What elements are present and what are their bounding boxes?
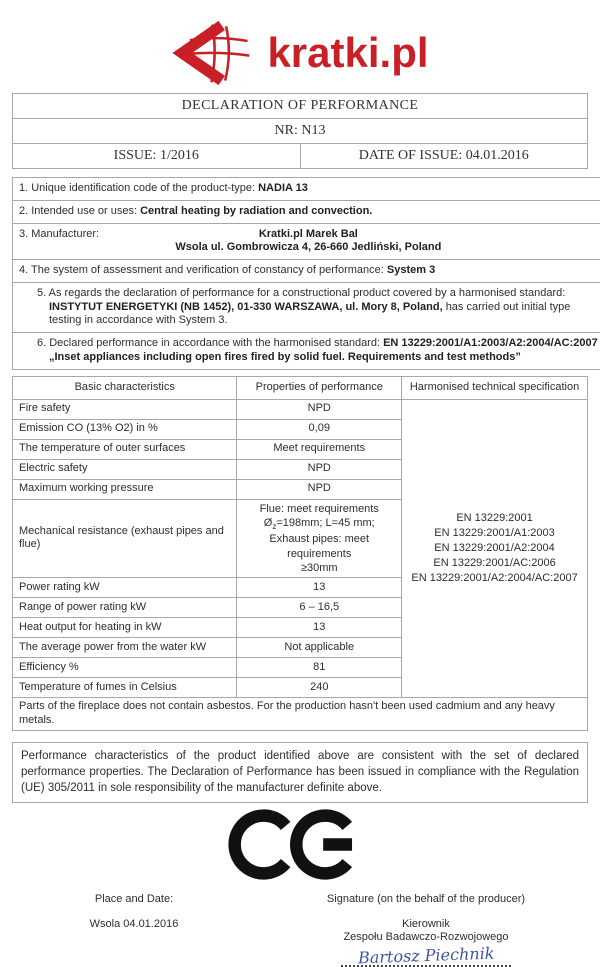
manufacturer-address: Wsola ul. Gombrowicza 4, 26-660 Jedliński, Poland — [19, 241, 598, 255]
item-5-prefix: 5. As regards the declaration of performance for a constructional product covered by a harmonised standard: — [37, 287, 565, 299]
row-value: 13 — [237, 578, 402, 598]
item-5 — [13, 282, 600, 332]
row-value: 240 — [237, 678, 402, 698]
item-4 — [13, 260, 600, 283]
mech-line-3: Exhaust pipes: meet requirements — [243, 532, 395, 561]
harmonised-specs-cell — [402, 399, 588, 698]
row-label: The temperature of outer surfaces — [13, 439, 237, 459]
item-5-suffix: has carried out initial type testing in accordance with System 3. — [49, 301, 570, 327]
item-4-value: System 3 — [387, 264, 435, 276]
row-label: Efficiency % — [13, 658, 237, 678]
spec-entry: EN 13229:2001 — [408, 511, 581, 526]
logo-wordmark: kratki.pl — [267, 29, 428, 77]
ce-marking-icon — [225, 806, 360, 883]
row-value: Not applicable — [237, 638, 402, 658]
table-row-asbestos-note — [13, 698, 588, 731]
handwritten-signature: Bartosz Piechnik — [357, 943, 494, 967]
spec-entry: EN 13229:2001/AC:2006 — [408, 556, 581, 571]
item-4-label: 4. The system of assessment and verification of constancy of performance: — [19, 264, 387, 276]
signer-role-title: Kierownik — [286, 918, 566, 930]
item-3 — [13, 223, 600, 260]
col-header-characteristics: Basic characteristics — [13, 376, 237, 399]
item-6-prefix: 6. Declared performance in accordance with the harmonised standard: — [37, 337, 383, 349]
row-label: Electric safety — [13, 459, 237, 479]
row-label: Mechanical resistance (exhaust pipes and flue) — [13, 499, 237, 578]
spec-entry: EN 13229:2001/A1:2003 — [408, 526, 581, 541]
spec-entry: EN 13229:2001/A2:2004/AC:2007 — [408, 571, 581, 586]
date-of-issue: DATE OF ISSUE: 04.01.2016 — [300, 144, 588, 169]
col-header-properties: Properties of performance — [237, 376, 402, 399]
mech-line-2: $Ø_z=198mm$; L=45 mm; — [243, 516, 395, 533]
col-header-harmonised: Harmonised technical specification — [402, 376, 588, 399]
spec-entry: EN 13229:2001/A2:2004 — [408, 541, 581, 556]
row-value: 13 — [237, 618, 402, 638]
row-label: Maximum working pressure — [13, 479, 237, 499]
item-2 — [13, 200, 600, 223]
signer-role-department: Zespołu Badawczo-Rozwojowego — [286, 931, 566, 943]
place-date-value: Wsola 04.01.2016 — [54, 918, 214, 930]
row-value — [237, 499, 402, 578]
row-label: Power rating kW — [13, 578, 237, 598]
row-value: 6 – 16,5 — [237, 598, 402, 618]
row-label: Range of power rating kW — [13, 598, 237, 618]
row-value: Meet requirements — [237, 439, 402, 459]
issue-number: ISSUE: 1/2016 — [13, 144, 301, 169]
signature-label: Signature (on the behalf of the producer) — [286, 893, 566, 905]
place-date-label: Place and Date: — [54, 893, 214, 905]
logo — [0, 0, 600, 90]
row-value: 81 — [237, 658, 402, 678]
table-row — [13, 399, 588, 419]
signature-block — [286, 893, 566, 967]
conformity-statement: Performance characteristics of the product identified above are consistent with the set of declared performance properties. The Declaration of Performance has been issued in compliance with the Regulation (UE) 305/2011 in sole responsibility of the manufacturer definite above. — [12, 742, 588, 803]
performance-table — [12, 376, 588, 731]
document-number: NR: N13 — [13, 119, 588, 144]
row-label: Fire safety — [13, 399, 237, 419]
row-value: NPD — [237, 399, 402, 419]
item-3-label: 3. Manufacturer: — [19, 228, 99, 242]
mech-line-1: Flue: meet requirements — [243, 502, 395, 516]
declaration-items-table — [12, 177, 600, 370]
item-1 — [13, 178, 600, 201]
asbestos-note: Parts of the fireplace does not contain asbestos. For the production hasn't been used cadmium and any heavy metals. — [13, 698, 588, 731]
place-and-date-block — [54, 893, 214, 967]
document-title: DECLARATION OF PERFORMANCE — [13, 94, 588, 119]
ce-marking — [12, 806, 588, 883]
mech-line-4: ≥30mm — [243, 561, 395, 575]
item-1-value: NADIA 13 — [258, 182, 308, 194]
item-6-standard-title: „Inset appliances including open fires fired by solid fuel. Requirements and test methods” — [49, 351, 598, 365]
kratki-chevron-grid-icon — [171, 18, 257, 88]
document-header-table — [12, 93, 588, 169]
row-label: Temperature of fumes in Celsius — [13, 678, 237, 698]
item-5-notified-body: INSTYTUT ENERGETYKI (NB 1452), 01-330 WARSZAWA, ul. Mory 8, Poland, — [49, 301, 446, 313]
manufacturer-name: Kratki.pl Marek Bal — [19, 228, 598, 242]
item-2-label: 2. Intended use or uses: — [19, 205, 140, 217]
row-label: Emission CO (13% O2) in % — [13, 419, 237, 439]
row-value: NPD — [237, 459, 402, 479]
footer — [12, 893, 588, 967]
item-1-label: 1. Unique identification code of the product-type: — [19, 182, 258, 194]
item-6-standard: EN 13229:2001/A1:2003/A2:2004/AC:2007 — [383, 337, 598, 349]
row-label: The average power from the water kW — [13, 638, 237, 658]
item-6 — [13, 333, 600, 370]
row-value: 0,09 — [237, 419, 402, 439]
row-value: NPD — [237, 479, 402, 499]
row-label: Heat output for heating in kW — [13, 618, 237, 638]
item-2-value: Central heating by radiation and convection. — [140, 205, 372, 217]
